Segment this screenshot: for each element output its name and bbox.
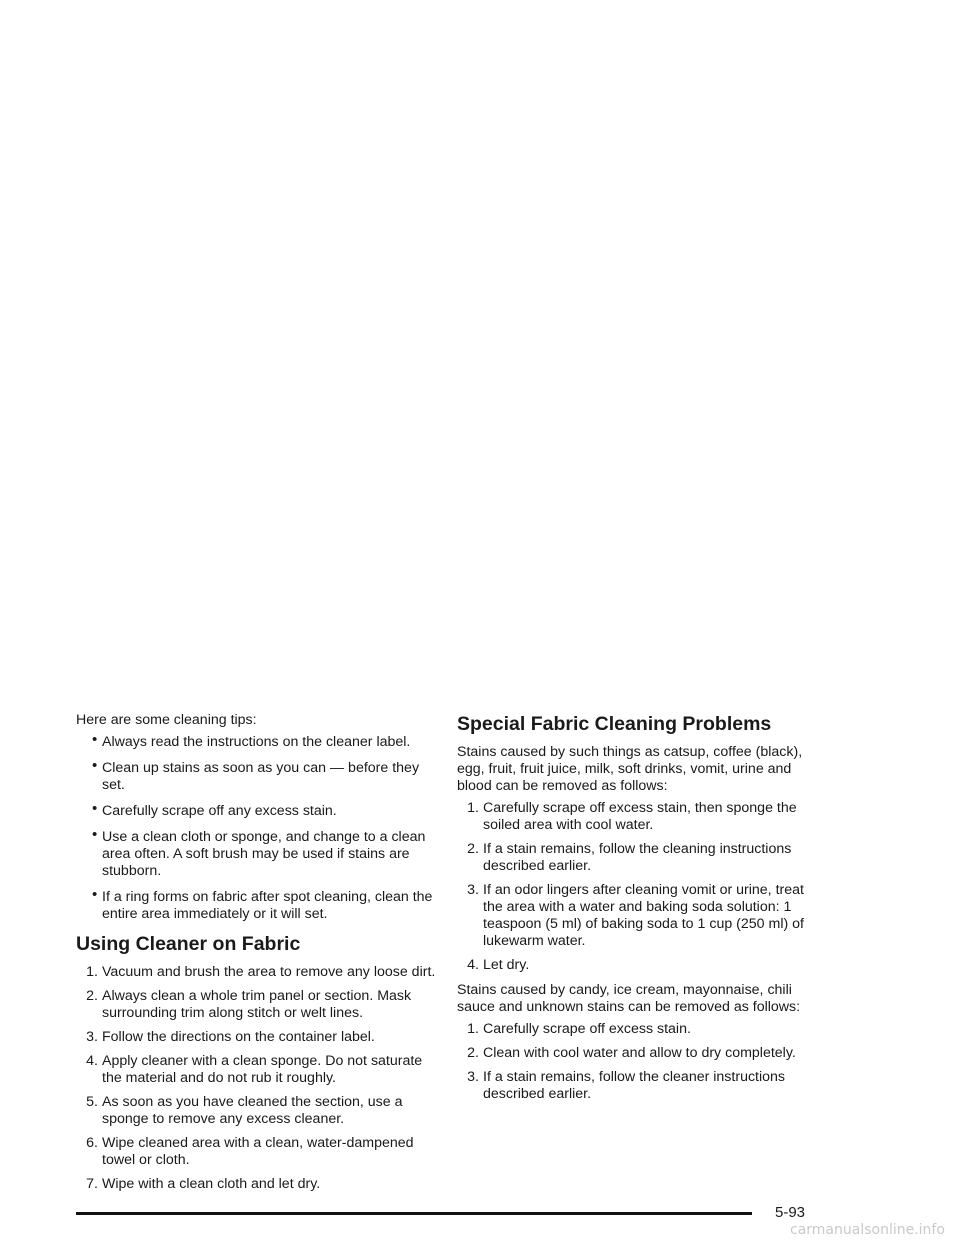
page-number: 5-93 [775, 1204, 806, 1221]
bullet-icon: • [92, 800, 98, 817]
list-item: 4. Let dry. [467, 957, 530, 973]
list-item: • Use a clean cloth or sponge, and change to a clean area often. A soft brush may be used if stains are stubborn. [92, 826, 426, 879]
right-column [457, 712, 819, 1111]
list-item: 2. If a stain remains, follow the cleaning instructions described earlier. [467, 841, 792, 874]
list-item: • Clean up stains as soon as you can — before they set. [92, 757, 420, 793]
unknown-stain-steps-list [457, 1021, 819, 1103]
list-item: 6. Wipe cleaned area with a clean, water-dampened towel or cloth. [86, 1135, 414, 1168]
fabric-steps-list [76, 964, 436, 1193]
bullet-icon: • [92, 731, 98, 748]
footer-rule [76, 1212, 752, 1215]
list-item: 4. Apply cleaner with a clean sponge. Do not saturate the material and do not rub it roughly. [86, 1053, 423, 1086]
list-item: 5. As soon as you have cleaned the section, use a sponge to remove any excess cleaner. [86, 1094, 403, 1127]
bullet-icon: • [92, 886, 98, 903]
list-item: 7. Wipe with a clean cloth and let dry. [86, 1176, 321, 1192]
section-heading: Special Fabric Cleaning Problems [457, 713, 772, 735]
bullet-icon: • [92, 826, 98, 843]
list-item: 1. Carefully scrape off excess stain, then sponge the soiled area with cool water. [467, 800, 797, 833]
section-heading: Using Cleaner on Fabric [76, 933, 301, 955]
list-item: • If a ring forms on fabric after spot cleaning, clean the entire area immediately or it will set. [92, 886, 433, 922]
paragraph: Stains caused by such things as catsup, coffee (black), egg, fruit, fruit juice, milk, soft drinks, vomit, urine and blood can be removed as follows: [457, 744, 803, 794]
cleaning-tips-list [76, 731, 436, 923]
list-item: 3. If an odor lingers after cleaning vomit or urine, treat the area with a water and baking soda solution: 1 teaspoon (5 ml) of baking soda to 1 cup (250 ml) of lukewarm water. [467, 882, 804, 949]
list-item: 3. Follow the directions on the container label. [86, 1029, 375, 1045]
paragraph: Stains caused by candy, ice cream, mayonnaise, chili sauce and unknown stains can be removed as follows: [457, 982, 801, 1015]
list-item: 1. Vacuum and brush the area to remove any loose dirt. [86, 964, 436, 980]
intro-text: Here are some cleaning tips: [76, 712, 257, 728]
list-item: 1. Carefully scrape off excess stain. [467, 1021, 691, 1037]
watermark: carmanualsonline.info [790, 1222, 945, 1238]
bullet-icon: • [92, 757, 98, 774]
stain-steps-list [457, 800, 819, 974]
list-item: • Always read the instructions on the cleaner label. [92, 731, 411, 750]
left-column [76, 712, 436, 1201]
list-item: 2. Always clean a whole trim panel or section. Mask surrounding trim along stitch or welt lines. [86, 988, 412, 1021]
list-item: 2. Clean with cool water and allow to dry completely. [467, 1045, 796, 1061]
list-item: • Carefully scrape off any excess stain. [92, 800, 337, 819]
list-item: 3. If a stain remains, follow the cleaner instructions described earlier. [467, 1069, 786, 1102]
